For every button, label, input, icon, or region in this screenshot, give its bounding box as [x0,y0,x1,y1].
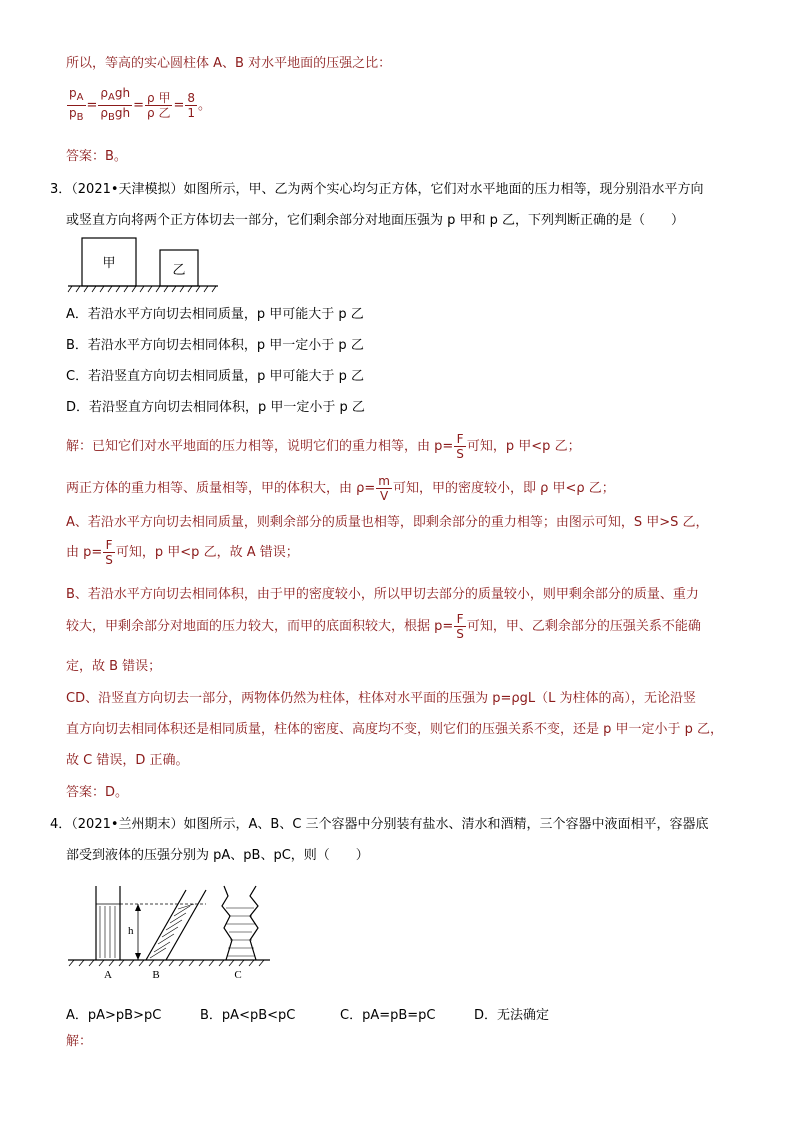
q4-option-b: B．pA<pB<pC [200,1008,296,1023]
q4-stem-line1: 4．（2021•兰州期末）如图所示，A、B、C 三个容器中分别装有盐水、清水和酒精，三个容器中液面相平，容器底 [50,817,709,832]
q3-solution-line6: 较大，甲剩余部分对地面的压力较大，而甲的底面积较大，根据 p= $\frac{F}{S}$ 可知，甲、乙剩余部分的压强关系不能确 [66,612,701,641]
label-h: h [128,925,134,937]
container-a-liquid [100,906,115,958]
q3-stem-line1: 3．（2021•天津模拟）如图所示，甲、乙为两个实心均匀正方体，它们对水平地面的压力相等，现分别沿水平方向 [50,182,704,197]
q3-cubes-figure [66,236,226,296]
q3-option-c: C．若沿竖直方向切去相同质量，p 甲可能大于 p 乙 [66,369,364,384]
q3-option-a: A．若沿水平方向切去相同质量，p 甲可能大于 p 乙 [66,307,364,322]
label-a: A [104,969,112,981]
q4-solution-label: 解： [66,1034,93,1049]
container-c-liquid [226,908,256,956]
q3-solution-line3: A、若沿水平方向切去相同质量，则剩余部分的质量也相等，即剩余部分的重力相等；由图示可知，S 甲>S 乙， [66,515,709,530]
q3-solution-line10: 故 C 错误，D 正确。 [66,753,189,768]
q4-containers-figure [66,882,276,982]
q4-stem-line2: 部受到液体的压强分别为 pA、pB、pC，则（ ） [66,848,369,863]
label-b: B [152,969,160,981]
q3-solution-line5: B、若沿水平方向切去相同体积，由于甲的密度较小，所以甲切去部分的质量较小，则甲剩余部分的质量、重力 [66,587,699,602]
pressure-ratio-equation: $\frac{p_A}{p_B}$ = $\frac{\rho_Agh}{\rho_Bgh}$ = $\frac{\text{ρ 甲}}{\text{ρ 乙}}$ = $\frac{8}{1}$ 。 [69,86,212,123]
ground-hatch [68,286,216,292]
q3-stem-line2: 或竖直方向将两个正方体切去一部分，它们剩余部分对地面压强为 p 甲和 p 乙，下列判断正确的是（ ） [66,213,685,228]
q3-solution-line4: 由 p= $\frac{F}{S}$ 可知，p 甲<p 乙，故 A 错误； [66,538,299,567]
label-c: C [234,969,242,981]
prev-answer: 答案：B。 [66,149,127,164]
label-yi: 乙 [172,262,186,277]
label-jia: 甲 [102,255,116,270]
prev-conclusion: 所以，等高的实心圆柱体 A、B 对水平地面的压强之比： [66,56,392,71]
q3-option-b: B．若沿水平方向切去相同体积，p 甲一定小于 p 乙 [66,338,364,353]
q3-solution-line8: CD、沿竖直方向切去一部分，两物体仍然为柱体，柱体对水平面的压强为 p=ρgL（L 为柱体的高），无论沿竖 [66,691,696,706]
q3-option-d: D．若沿竖直方向切去相同体积，p 甲一定小于 p 乙 [66,400,365,415]
q4-option-d: D．无法确定 [474,1008,550,1023]
q3-solution-line7: 定，故 B 错误； [66,659,162,674]
q3-solution-line9: 直方向切去相同体积还是相同质量，柱体的密度、高度均不变，则它们的压强关系不变，还是 p 甲一定小于 p 乙， [66,722,724,737]
q4-option-a: A．pA>pB>pC [66,1008,162,1023]
q3-answer: 答案：D。 [66,785,129,800]
q3-solution-line2: 两正方体的重力相等、质量相等，甲的体积大，由 ρ= $\frac{m}{V}$ 可知，甲的密度较小，即 ρ 甲<ρ 乙； [66,474,615,503]
q4-option-c: C．pA=pB=pC [340,1008,436,1023]
ground-hatch [69,960,264,966]
q3-solution-line1: 解：已知它们对水平地面的压力相等，说明它们的重力相等，由 p= $\frac{F}{S}$ 可知，p 甲<p 乙； [66,432,581,461]
